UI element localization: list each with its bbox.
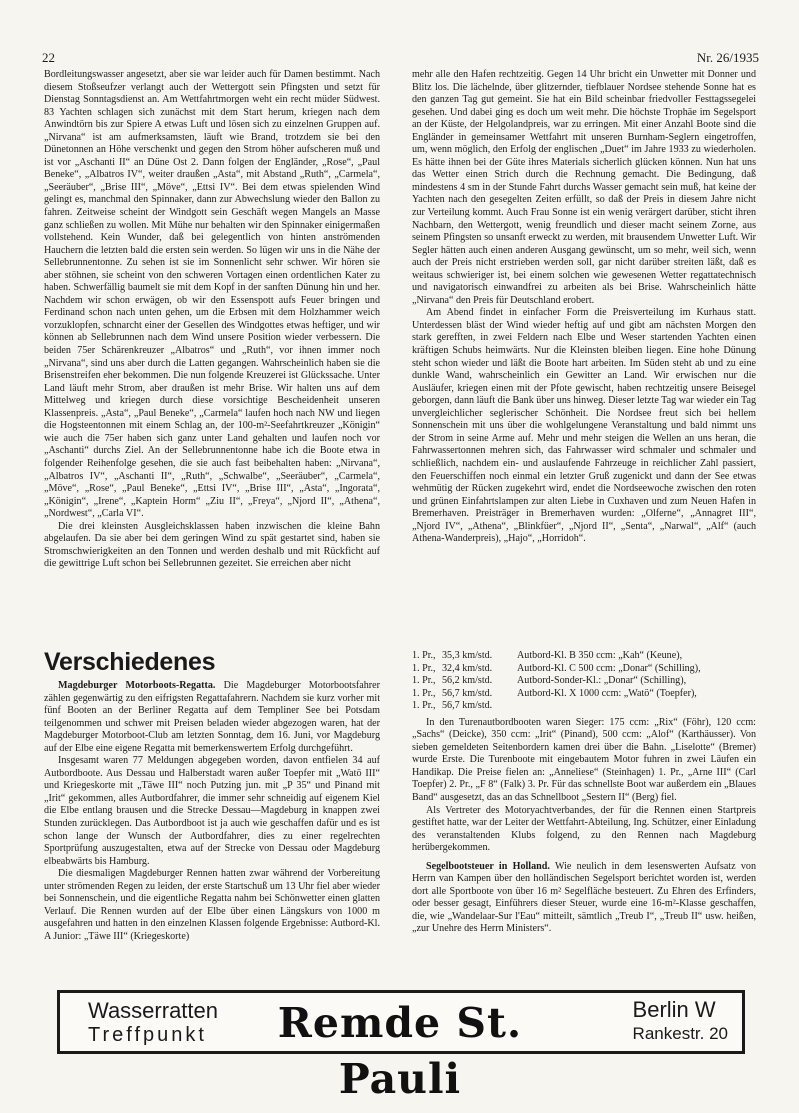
result-class: Autbord-Kl. B 350 ccm: „Kah“ (Keune),: [517, 650, 683, 661]
ad-city: Berlin W: [632, 997, 716, 1022]
column-right-top: [412, 69, 756, 635]
advertisement: [57, 990, 745, 1103]
result-class: Autbord-Kl. X 1000 ccm: „Watö“ (Toepfer),: [517, 687, 697, 699]
paragraph: mehr alle den Hafen rechtzeitig. Gegen 14 Uhr bricht ein Unwetter mit Donner und Blitz los. Die lächelnde, über glitzernder, tiefblauer Nordsee stehende Sonne hat es den ganzen Tag gut gemeint. Sie hat ein Bild scheinbar friedvoller Festtagssegelei gesehen. Und dabei ging es doch um weit mehr. Die höchste Trophäe im Segelsport an der Küste, der Helgolandpreis, war zu erringen. Mit einer Anzahl Boote sind die Engländer in gemeinsamer Wettfahrt mit unseren Burnham-Seglern eingetroffen, um, wenn möglich, den Erfolg der englischen „Duet“ im Jahre 1933 zu wiederholen. Es hätte ihnen bei der Güte ihres Materials sicherlich glücken können. Nun hat uns das Wetter einen Strich durch die Rechnung gemacht. Die Bedingung, daß mindestens 4 sm in der Stunde Fahrt durchs Wasser gemacht sein muß, hat keine der Yachten nach den gesegelten Zeiten erfüllt, so daß der Preis in diesem Jahre nicht zur Verteilung kommt. Auch Frau Sonne ist ein wenig verärgert darüber, sticht ihren Nachbarn, den Wettergott, wenig freundlich und dieser macht seinem Zorne, aus seinem Pfingsten so unsanft erweckt zu werden, mit brausendem Unwetter Luft. Wir Segler hätten auch einen anderen Ausgang gewünscht, um so mehr, weil sich, wenn auch der Preis nicht erstrieben werden soll, gar nicht darüber streiten läßt, daß es weitaus schwieriger ist, bei einem solchen wie gewesenen Wetter regattatechnisch und navigatorisch einwandfrei zu arbeiten als bei Brise. Wahrscheinlich hätte „Nirvana“ den Preis für Deutschland erobert.: [412, 69, 756, 306]
ad-tagline-line1: Wasserratten: [88, 998, 219, 1023]
column-left-bottom: [44, 680, 380, 980]
result-row: [412, 650, 756, 663]
ad-tagline-line2: Treffpunkt: [88, 1024, 207, 1046]
result-class: Autbord-Sonder-Kl.: „Donar“ (Schilling),: [517, 675, 687, 687]
issue-number: Nr. 26/1935: [696, 50, 759, 65]
ad-brand-name: Remde St. Pauli: [277, 999, 523, 1103]
result-speed: 56,2 km/std.: [442, 675, 493, 687]
paragraph: Am Abend findet in einfacher Form die Preisverteilung im Kurhaus statt. Unterdessen bläst der Wind wieder heftig auf und gibt am nächsten Morgen den stark gerefften, in zwei Feldern nach Elbe und Weser startenden Yachten einen kräftigen Schubs heimwärts. Nur die Kleinsten bleiben liegen. Eine hohe Dünung steht schon wieder und läßt die Boote hart arbeiten. Im Süden steht ab und zu eine dunkle Wand, wahrscheinlich ein Gewitter an Land. Wir erwischen nur die Ausläufer, kriegen einen mit der Pfote gewischt, haben rechtzeitig unsere Beisegel geborgen, dann läuft die Bank über uns hinweg. Dieser letzte Tag war wieder ein Tag unvergleichlicher seglerischer Schönheit. Die Nordsee freut sich bei hellem Sonnenschein mit uns über die wohlgelungene Veranstaltung und bald nimmt uns der Strom in seine Arme auf. Mehr und mehr steigen die Wellen an uns heran, die Fahrwassertonnen mehren sich, das Fahrwasser wird schmaler und schmaler und schließlich, nachdem ein- und auslaufende Fahrzeuge in reichlicher Zahl passiert, den Feuerschiffen noch einmal ein letzter Gruß zugenickt und dann der See etwas wehmütig der Rücken zugekehrt wird, endet die Nordseewoche zwischen den roten und grünen Einfahrtslampen zur alten Liebe in Cuxhaven und zum Neuen Hafen in Bremerhaven. Preisträger in Bremerhaven wurden: „Olferne“, „Annagret III“, „Njord IV“, „Athena“, „Blinkfüer“, „Njord II“, „Senta“, „Narwal“, „Alf“ (auch Athena-Wanderpreis), „Hajo“, „Horridoh“.: [412, 307, 756, 545]
result-speed: 56,7 km/std.: [442, 700, 493, 712]
result-speed: 35,3 km/std.: [442, 650, 493, 661]
result-row: [412, 688, 756, 701]
paragraph-text: Wie neulich in dem lesenswerten Aufsatz von Herrn van Kampen über den holländischen Segelsport berichtet worden ist, werden dort alle Sportboote von über 16 m² Segelfläche besteuert. Zu Ehren des Erfinders, oder besser gesagt, Einführers dieser Steuer, wurde eine 16-m²-Klasse geschaffen, die, wie „Wandelaar-Sur l'Eau“ mitteilt, sämtlich „Treub I“, „Treub II“ usw. heißen, „zur Unehre des Herrn Ministers“.: [412, 860, 756, 935]
result-speed: 56,7 km/std.: [442, 687, 493, 699]
paragraph: In den Turenautbordbooten waren Sieger: 175 ccm: „Rix“ (Föhr), 120 ccm: „Sachs“ (Deicke), 350 ccm: „Irit“ (Pinand), 500 ccm: „Alof“ (Karthäusser). Von sieben gemeldeten Seitenbordern kamen drei über die Bahn. „Liselotte“ (Bremer) wurde Erste. Die Turenboote mit eingebautem Motor fuhren in zwei Läufen ein Handikap. Die Preise fielen an: „Anneliese“ (Steinhagen) 1. Pr., „Arne III“ (Carl Toepfer) 2. Pr., „F 8“ (Falk) 3. Pr. Für das schnellste Boot war außerdem ein „Blaues Band“ ausgesetzt, das an das Schnellboot „Sestern II“ (Berg) fiel.: [412, 716, 756, 804]
paragraph: Insgesamt waren 77 Meldungen abgegeben worden, davon entfielen 34 auf Autbordboote. Aus Dessau und Halberstadt waren außer Toepfer mit „Watö III“ und Kriegeskorte mit „Täwe III“ noch Putzing jun. mit „P 35“ und Pinand mit „Irit“ gekommen, alles Autbordfahrer, die immer sehr schneidig auf eigenem Kiel die Elbe entlang brausen und die Strecke Dessau—Magdeburg in knappen zwei Stunden zurücklegen. Das Autbordboot ist ja auch wie geschaffen dafür und es ist schon lange der Wunsch der Autbordfahrer, dies zu einer regelrechten Sportprüfung auszugestalten, etwa auf der Strecke von Dessau oder Magdeburg elbeabwärts bis Hamburg.: [44, 755, 380, 867]
paragraph: [412, 861, 756, 936]
paragraph: Die diesmaligen Magdeburger Rennen hatten zwar während der Vorbereitung unter strömenden Regen zu leiden, der erste Startschuß um 13 Uhr fiel aber wieder bei Sonnenschein, und die eigentliche Regatta nahm bei Schönwetter einen glatten Verlauf. Die Rennen wurden auf der Elbe über einen Längskurs von 1000 m ausgefahren und hatten in den einzelnen Klassen folgende Ergebnisse: Autbord-Kl. A Junior: „Täwe III“ (Kriegeskorte): [44, 868, 380, 942]
paragraph: Die drei kleinsten Ausgleichsklassen haben inzwischen die kleine Bahn abgelaufen. Da sie aber bei dem geringen Wind zu spät gestartet sind, haben sie Stromschwierigkeiten an den Tonnen und werden deshalb und mit Rückficht auf die gewittrige Luft schon bei Sellebrunnen gezeitet. Sie erreichen aber nicht: [44, 520, 380, 570]
page-header: [42, 50, 759, 66]
result-speed: 32,4 km/std.: [442, 662, 493, 674]
paragraph: Als Vertreter des Motoryachtverbandes, der für die Rennen einen Startpreis gestiftet hatte, war der Leiter der Wettfahrt-Abteilung, Ing. Schützer, einer Einladung des veranstaltenden Klubs folgend, zu den Rennen nach Magdeburg herübergekommen.: [412, 804, 756, 854]
column-right-bottom: [412, 650, 756, 980]
ad-street: Rankestr. 20: [632, 1024, 728, 1043]
article-title: Magdeburger Motorboots-Regatta.: [58, 680, 216, 691]
section-heading: Verschiedenes: [44, 648, 216, 676]
ad-tagline: [88, 999, 218, 1047]
result-prize: 1. Pr.,: [412, 700, 436, 712]
column-left-top: [44, 69, 380, 635]
page-number: 22: [42, 50, 55, 65]
result-row: [412, 675, 756, 688]
result-row: [412, 700, 756, 713]
result-prize: 1. Pr.,: [412, 675, 436, 687]
ad-address: [633, 998, 728, 1046]
paragraph: [44, 680, 380, 755]
paragraph: Bordleitungswasser angesetzt, aber sie war leider auch für Damen bestimmt. Nach diesem Stoßseufzer verlangt auch der Wettergott sein Pfingsten und setzt für Dienstag Sonntagsdienst an. Am Wettfahrtmorgen weht ein recht müder Südwest. 83 Yachten schlagen sich zunächst mit dem Start herum, kriegen nach dem Anwindtörn bis zur Spiere A etwas Luft und lösen sich zu einzelnen Gruppen auf. „Nirvana“ ist am aufmerksamsten, läuft wie Brand, trotzdem sie bei den Dünetonnen an Höhe verschenkt und gegen den Strom höher aufscheren muß und ist vor „Aschanti II“ an Düne Ost 2. Dann folgen der Engländer, „Rose“, „Paul Beneke“, „Albatros IV“, weiter draußen „Asta“, mit Abstand „Ruth“, „Carmela“, „Seeräuber“, „Brise III“, „Möve“, „Ettsi IV“. Bei dem etwas spielenden Wind gelingt es, manchmal den Spinnaker, dann zur Abwechslung wieder den Ballon zu fahren. Zeitweise scheint der Windgott sein Geschäft wegen Mangels an Masse ganz schließen zu wollen. Mit Mühe nur behalten wir den Spinnaker einigermaßen vollstehend. Kein Wunder, daß bei gelegentlich von hinten anströmenden Hauchern die letzten bald die ersten sein werden. So lügen wir uns in die Nähe der Sellebrunnentonne. Zu sehen ist sie im Sonnenlicht sehr schwer. Wir hören sie aber stöhnen, sie scheint von den schweren Vortagen einen ordentlichen Kater zu haben. Schwerfällig baumelt sie mit dem Kopf in der sanften Dünung hin und her. Nachdem wir schon erwägen, ob wir den Essenspott aufs Feuer bringen und Ferdinand schon nach unten gehen, um die Erbsen mit dem Holzhammer weich vorzuklopfen, schnarcht einer der Gesellen des Windgottes etwas heftiger, und wir können ab Sellebrunnen nach dem Wind unsere Position wieder verbessern. Die beiden 75er Schärenkreuzer „Albatros“ und „Ruth“, vor ihnen immer noch „Nirvana“, sind uns aber durch die Latten gegangen. Wahrscheinlich haben sie die Brisenstreifen eher bekommen. Die nun folgende Kreuzerei ist Glückssache. Unter Land läuft mehr Strom, aber draußen ist mehr Brise. Wir halten uns auf dem Mittelweg und kriegen durch diese vorsichtige Bescheidenheit unseren Klassenpreis. „Asta“, „Paul Beneke“, „Carmela“ laufen hoch nach NW und liegen die Hogsteentonnen mit einem Schlag an, der 100-m²-Seefahrtkreuzer „Königin“ wie auch die 75er haben sich ganz unter Land gehalten und laufen noch vor „Aschanti“ durchs Ziel. An der Sellebrunnentonne habe ich die Boote etwa in folgender Reihenfolge gesehen, die sie auch fast beibehalten haben: „Nirvana“, „Albatros IV“, „Aschanti II“, „Ruth“, „Schwalbe“, „Seeräuber“, „Carmela“, „Möve“, „Rose“, „Paul Beneke“, „Ettsi IV“, „Brise III“, „Asta“, „Ingorata“, „Königin“, „Irene“, „Kaptein Horm“ „Ziu II“, „Freya“, „Njord II“, „Athena“, „Nordwest“, „Carla VI“.: [44, 69, 380, 520]
result-row: [412, 663, 756, 676]
result-prize: 1. Pr.,: [412, 650, 436, 661]
result-prize: 1. Pr.,: [412, 662, 436, 674]
result-class: Autbord-Kl. C 500 ccm: „Donar“ (Schilling),: [517, 662, 701, 674]
result-class: [517, 700, 756, 713]
article-title: Segelbootsteuer in Holland.: [426, 860, 550, 872]
paragraph-text: Die Magdeburger Motorbootsfahrer zählen gegenwärtig zu den eifrigsten Regattafahrern. Nachdem sie kurz vorher mit fünf Booten an der Berliner Regatta auf dem Templiner See bei Potsdam teilgenommen und schwer mit Preisen beladen wieder abgezogen waren, hat der Magdeburger Motorboot-Club am letzten Sonntag, dem 16. Juni, vor Magdeburg auf der Elbe eine eigene Regatta mit bemerkenswertem Erfolg durchgeführt.: [44, 680, 380, 754]
result-prize: 1. Pr.,: [412, 687, 436, 699]
results-list: [412, 650, 756, 713]
